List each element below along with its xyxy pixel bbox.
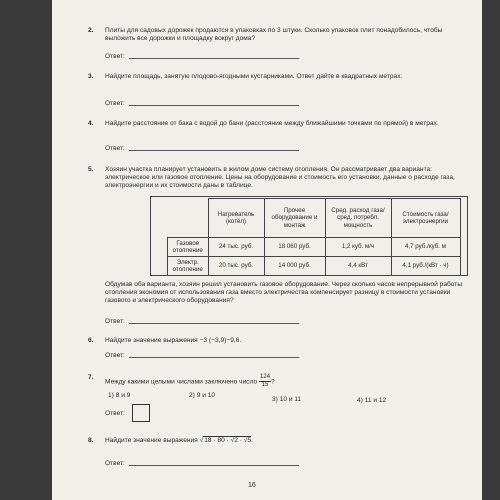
answer-label: Ответ:	[105, 100, 125, 107]
table-cell: 18 060 руб.	[264, 238, 325, 257]
answer-field-2[interactable]	[105, 53, 299, 61]
option-4[interactable]: 4) 11 и 12	[357, 397, 387, 404]
table-header-cell: Нагреватель (котёл)	[208, 199, 264, 238]
question-text: Найдите расстояние от бака с водой до бани (расстояние между ближайшими точками по прямой) в метрах.	[105, 120, 439, 127]
answer-label: Ответ:	[105, 410, 125, 417]
answer-field-4[interactable]	[105, 145, 299, 153]
answer-line[interactable]	[129, 150, 299, 151]
option-1[interactable]: 1) 8 и 9	[108, 392, 131, 399]
square-root-expression: 18 · 80 · √2 · √5	[204, 437, 252, 444]
question-number: 3.	[88, 73, 94, 80]
fraction-denominator: 15	[261, 382, 269, 388]
question-text	[105, 374, 467, 389]
answer-field-7[interactable]	[105, 410, 125, 418]
answer-box[interactable]	[132, 404, 150, 422]
table-cell: Электр. отопление	[168, 257, 209, 276]
question-5-followup: Обдумав оба варианта, хозяин решил установить газовое оборудование. Через сколько часов непрерывной работы отопления экономия от использования газа вместо электричества компенсирует разницу в стоимости установки газового и электрического оборудования?	[105, 281, 463, 305]
answer-field-5[interactable]	[105, 318, 299, 326]
table-cell: 20 тыс. руб.	[208, 257, 264, 276]
heating-table	[167, 198, 461, 276]
question-text: Найдите площадь, занятую плодово-ягодными кустарниками. Ответ дайте в квадратных метрах.	[105, 73, 403, 80]
question-text-before: Найдите значение выражения	[105, 437, 198, 444]
table-row	[168, 238, 461, 257]
table-header-cell: Прочее оборудование и монтаж	[264, 199, 325, 238]
answer-line[interactable]	[129, 105, 299, 106]
option-2[interactable]: 2) 9 и 10	[189, 392, 216, 399]
answer-line[interactable]	[129, 58, 299, 59]
question-number: 2.	[88, 27, 94, 34]
table-header-cell	[168, 199, 209, 238]
table-header-row	[168, 199, 461, 238]
answer-label: Ответ:	[105, 145, 125, 152]
table-cell: Газовое отопление	[168, 238, 209, 257]
question-number: 6.	[88, 337, 94, 344]
table-cell: 24 тыс. руб.	[208, 238, 264, 257]
answer-label: Ответ:	[105, 460, 125, 467]
question-text-after: ?	[271, 378, 275, 386]
fraction-numerator: 124	[260, 374, 271, 380]
answer-line[interactable]	[129, 323, 299, 324]
page-number: 16	[248, 482, 256, 489]
answer-label: Ответ:	[105, 352, 125, 359]
question-number: 7.	[88, 374, 94, 381]
table-header-cell: Сред. расход газа/ сред. потребл. мощность	[325, 199, 391, 238]
answer-line[interactable]	[129, 357, 299, 358]
answer-field-3[interactable]	[105, 100, 299, 108]
worksheet-page	[52, 0, 482, 500]
question-number: 8.	[88, 437, 94, 444]
answer-field-6[interactable]	[105, 352, 299, 360]
question-text: Плиты для садовых дорожек продаются в упаковках по 3 штуки. Сколько упаковок плит понадобилось, чтобы выложить все дорожки и площадку вокруг дома?	[105, 27, 443, 43]
question-text: Найдите значение выражения √18 · 80 · √2 · √5.	[105, 437, 253, 444]
table-row	[168, 257, 461, 276]
table-cell: 4,1 руб./(кВт · ч)	[391, 257, 460, 276]
table-cell: 14 000 руб.	[264, 257, 325, 276]
answer-label: Ответ:	[105, 53, 125, 60]
question-text-before: Между какими целыми числами заключено число	[105, 378, 258, 386]
table-cell: 4,7 руб./куб. м	[391, 238, 460, 257]
answer-line[interactable]	[129, 465, 299, 466]
table-cell: 1,2 куб. м/ч	[325, 238, 391, 257]
question-text-after: .	[251, 437, 253, 444]
question-number: 5.	[88, 166, 94, 173]
fraction	[259, 374, 271, 389]
question-text: Хозяин участка планирует установить в жилом доме систему отопления. Он рассматривает два варианта: электрическое или газовое отопление. Цены на оборудование и стоимость его установки, данные о расходе газа, электроэнергии и их стоимости даны в таблице.	[105, 166, 455, 190]
answer-field-8[interactable]	[105, 460, 299, 468]
option-3[interactable]: 3) 10 и 11	[272, 396, 302, 403]
question-text: Найдите значение выражения −3 (−3,9)−9,6.	[105, 337, 242, 344]
table-header-cell: Стоимость газа/ электроэнергии	[391, 199, 460, 238]
question-number: 4.	[88, 120, 94, 127]
table-cell: 4,4 кВт	[325, 257, 391, 276]
answer-label: Ответ:	[105, 318, 125, 325]
